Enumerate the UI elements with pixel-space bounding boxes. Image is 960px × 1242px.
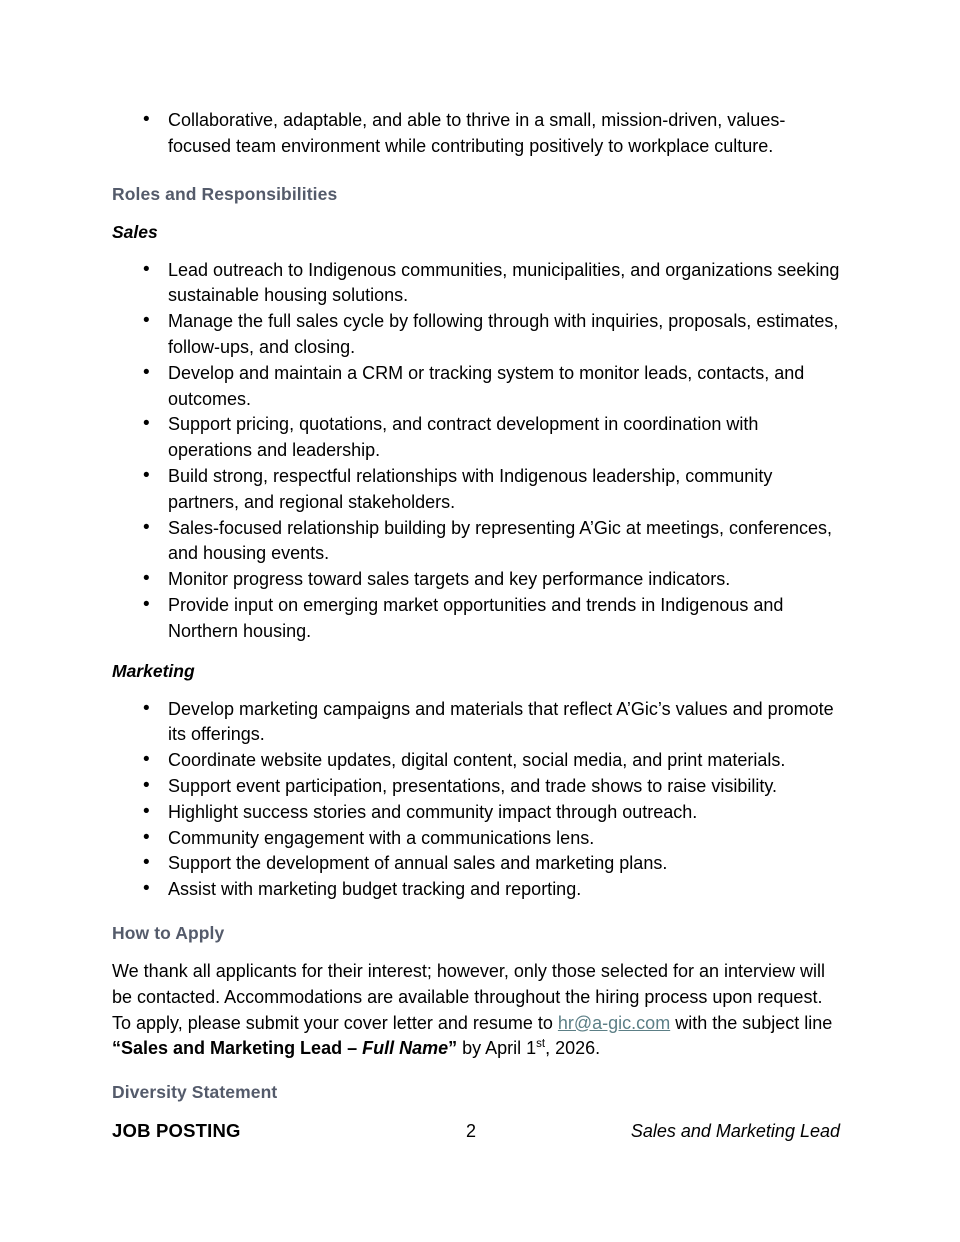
heading-roles-and-responsibilities: Roles and Responsibilities	[112, 183, 338, 204]
spacer	[112, 903, 840, 921]
ordinal-suffix: st	[536, 1038, 546, 1051]
list-item: • Support the development of annual sales and marketing plans.	[112, 851, 840, 877]
subheading-sales: Sales	[112, 221, 158, 242]
spacer	[112, 244, 840, 258]
subject-open-quote: “	[112, 1038, 121, 1059]
spacer	[112, 206, 840, 220]
list-item: • Support event participation, presentations, and trade shows to raise visibility.	[112, 774, 840, 800]
subject-close-quote: ”	[448, 1038, 458, 1059]
apply-text-part-1: We thank all applicants for their interest; however, only those selected for an interview will be contacted. Accommodations are available throughout the hiring process upon request. To apply, please submit your cover letter and resume to	[112, 960, 826, 1033]
list-item: • Highlight success stories and community impact through outreach.	[112, 800, 840, 826]
footer-document-type: JOB POSTING	[112, 1120, 241, 1141]
apply-text-part-4: , 2026.	[545, 1038, 601, 1059]
list-item: • Build strong, respectful relationships with Indigenous leadership, community partners, and regional stakeholders.	[112, 464, 840, 516]
list-item: • Community engagement with a communications lens.	[112, 826, 840, 852]
heading-diversity-statement: Diversity Statement	[112, 1082, 278, 1103]
how-to-apply-paragraph	[112, 959, 840, 1062]
list-item: • Sales-focused relationship building by representing A’Gic at meetings, conferences, and housing events.	[112, 516, 840, 568]
subheading-marketing: Marketing	[112, 660, 195, 681]
footer-job-title: Sales and Marketing Lead	[630, 1121, 840, 1141]
sales-bullet-list	[112, 258, 840, 645]
intro-bullet-list	[112, 108, 840, 160]
list-item: • Manage the full sales cycle by following through with inquiries, proposals, estimates, follow-ups, and closing.	[112, 309, 840, 361]
list-item: • Collaborative, adaptable, and able to thrive in a small, mission-driven, values-focused team environment while contributing positively to workplace culture.	[112, 108, 840, 160]
heading-how-to-apply: How to Apply	[112, 922, 225, 943]
apply-text-part-3: by April 1	[457, 1038, 537, 1059]
list-item: • Assist with marketing budget tracking and reporting.	[112, 877, 840, 903]
spacer	[112, 1062, 840, 1080]
list-item: • Monitor progress toward sales targets and key performance indicators.	[112, 567, 840, 593]
footer-page-number: 2	[465, 1121, 476, 1141]
spacer	[112, 645, 840, 659]
page-footer	[112, 1118, 840, 1180]
list-item: • Support pricing, quotations, and contract development in coordination with operations and leadership.	[112, 412, 840, 464]
list-item: • Develop and maintain a CRM or tracking system to monitor leads, contacts, and outcomes.	[112, 361, 840, 413]
list-item: • Lead outreach to Indigenous communities, municipalities, and organizations seeking sustainable housing solutions.	[112, 258, 840, 310]
spacer	[112, 683, 840, 697]
list-item: • Develop marketing campaigns and materials that reflect A’Gic’s values and promote its offerings.	[112, 697, 840, 749]
list-item: • Provide input on emerging market opportunities and trends in Indigenous and Northern housing.	[112, 593, 840, 645]
email-link[interactable]: hr@a-gic.com	[557, 1012, 671, 1033]
spacer	[112, 160, 840, 182]
subject-line-bold: Sales and Marketing Lead –	[121, 1038, 363, 1059]
apply-text-part-2: with the subject line	[670, 1012, 833, 1033]
marketing-bullet-list	[112, 697, 840, 903]
subject-line-full-name: Full Name	[362, 1038, 449, 1059]
document-body	[112, 108, 840, 1104]
spacer	[112, 945, 840, 959]
list-item: • Coordinate website updates, digital content, social media, and print materials.	[112, 748, 840, 774]
